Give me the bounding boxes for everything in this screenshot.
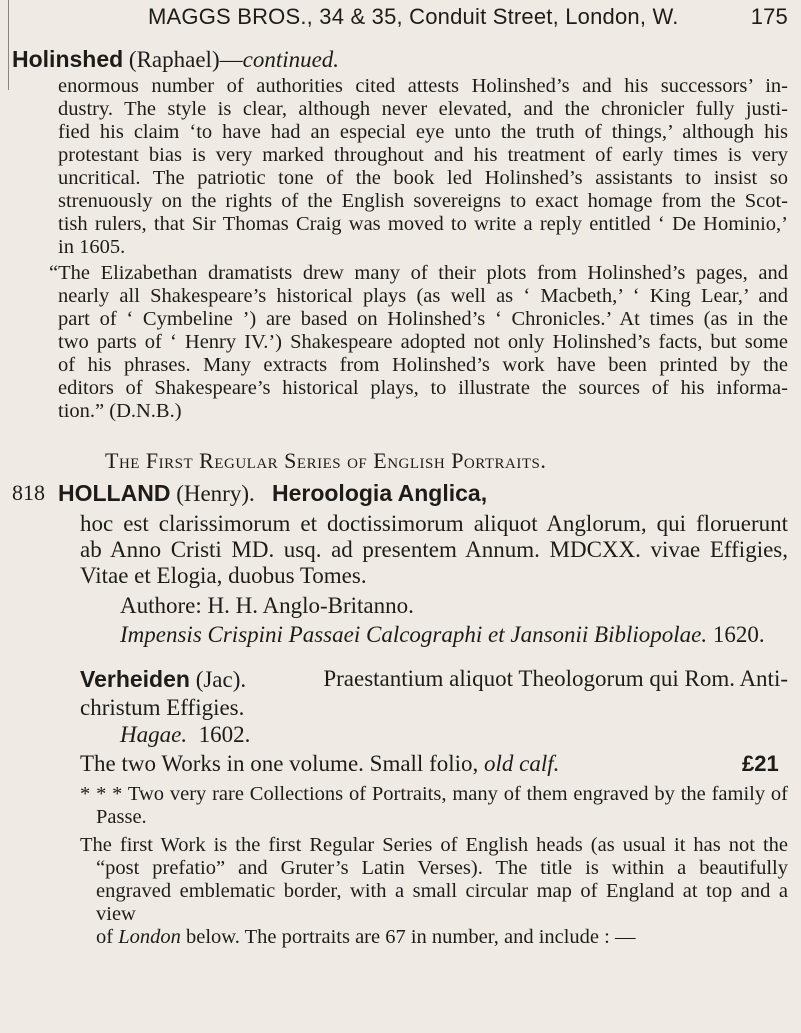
binding-italic: old calf. — [484, 751, 560, 776]
holinshed-heading — [12, 46, 339, 73]
verheiden-heading — [80, 666, 788, 693]
text-line: “The Elizabethan dramatists drew many of their plots from Holinshed’s pages, and — [49, 262, 788, 284]
work-description — [80, 834, 788, 949]
text-line: tion.” (D.N.B.) — [58, 400, 182, 422]
text-line: Vitae et Elogia, duobus Tomes. — [80, 563, 367, 588]
price: £21 — [742, 751, 779, 776]
text-fragment-italic: London — [118, 926, 181, 948]
holinshed-paragraph-1 — [58, 75, 788, 259]
rarity-note — [80, 783, 788, 829]
text-line: of his phrases. Many extracts from Holinshed’s work have been printed by the — [58, 354, 788, 376]
text-line: ab Anno Cristi MD. usq. ad presentem Annum. MDCXX. vivae Effigies, — [80, 537, 788, 562]
binding-text: The two Works in one volume. Small folio, — [80, 751, 485, 776]
text-line: protestant bias is very marked throughout and his treatment of early times is very — [58, 144, 788, 166]
text-line: in 1605. — [58, 236, 126, 258]
lot-imprint — [120, 622, 765, 648]
holinshed-continued: continued. — [242, 47, 340, 72]
holinshed-rest: (Raphael)— — [123, 47, 243, 72]
lot-authore: Authore: H. H. Anglo-Britanno. — [120, 593, 414, 618]
imprint-year: 1620. — [712, 622, 765, 647]
verheiden-name: Verheiden — [80, 666, 190, 692]
text-line: two parts of ‘ Henry IV.’) Shakespeare adopted not only Holinshed’s facts, but some — [58, 331, 788, 353]
hagae: Hagae. — [120, 722, 188, 747]
text-line: tish rulers, that Sir Thomas Craig was moved to write a reply entitled ‘ De Hominio,’ — [58, 213, 788, 235]
verheiden-imprint — [120, 722, 250, 748]
text-line: part of ‘ Cymbeline ’) are based on Holinshed’s ‘ Chronicles.’ At times (as in the — [58, 308, 788, 330]
running-header — [148, 4, 788, 30]
page-number: 175 — [750, 4, 788, 29]
holinshed-paragraph-2 — [49, 262, 788, 423]
text-line: nearly all Shakespeare’s historical plays (as well as ‘ Macbeth,’ ‘ King Lear,’ and — [58, 285, 788, 307]
text-line: hoc est clarissimorum et doctissimorum aliquot Anglorum, qui floruerunt — [80, 511, 788, 536]
text-line — [80, 926, 788, 949]
text-line: Passe. — [96, 806, 147, 828]
text-line: fied his claim ‘to have had an especial eye unto the truth of things,’ although his — [58, 121, 788, 143]
page-edge-line — [8, 0, 9, 90]
text-line: uncritical. The patriotic tone of the book led Holinshed’s assistants to insist so — [58, 167, 788, 189]
verheiden-line-2: christum Effigies. — [80, 695, 245, 720]
text-line: The first Work is the first Regular Series of English heads (as usual it has not the — [80, 834, 788, 856]
text-line: * * * Two very rare Collections of Portraits, many of them engraved by the family of — [80, 783, 788, 805]
text-line: “post prefatio” and Gruter’s Latin Verses). The title is within a beautifully — [96, 857, 788, 879]
lot-number: 818 — [12, 480, 45, 505]
lot-author-rest: (Henry). — [170, 481, 255, 506]
lot-author: HOLLAND — [58, 480, 171, 506]
holinshed-name: Holinshed — [12, 46, 124, 72]
text-fragment: of — [96, 926, 119, 948]
imprint-text: Impensis Crispini Passaei Calcographi et Jansonii Bibliopolae. — [120, 622, 708, 647]
lot-title: Heroologia Anglica, — [271, 480, 488, 506]
text-line: strenuously on the rights of the English sovereigns to exact homage from the Scot- — [58, 190, 788, 212]
text-line: engraved emblematic border, with a small circular map of England at top and a view — [96, 880, 788, 925]
text-fragment: below. The portraits are 67 in number, and include : — — [180, 926, 636, 948]
lot-description — [80, 511, 788, 589]
lot-heading — [58, 480, 487, 507]
text-line: editors of Shakespeare’s historical plays, to illustrate the sources of his informa- — [58, 377, 788, 399]
series-heading: The First Regular Series of English Portraits. — [105, 448, 547, 473]
text-line: enormous number of authorities cited attests Holinshed’s and his successors’ in- — [58, 75, 788, 97]
verheiden-title: Praestantium aliquot Theologorum qui Rom. Anti- — [323, 666, 788, 691]
header-publisher: MAGGS BROS., 34 & 35, Conduit Street, London, W. — [148, 4, 679, 29]
verheiden-rest: (Jac). — [189, 667, 247, 692]
binding-line — [80, 751, 559, 777]
hagae-year: 1602. — [198, 722, 251, 747]
text-line: dustry. The style is clear, although never elevated, and the chronicler fully justi- — [58, 98, 788, 120]
